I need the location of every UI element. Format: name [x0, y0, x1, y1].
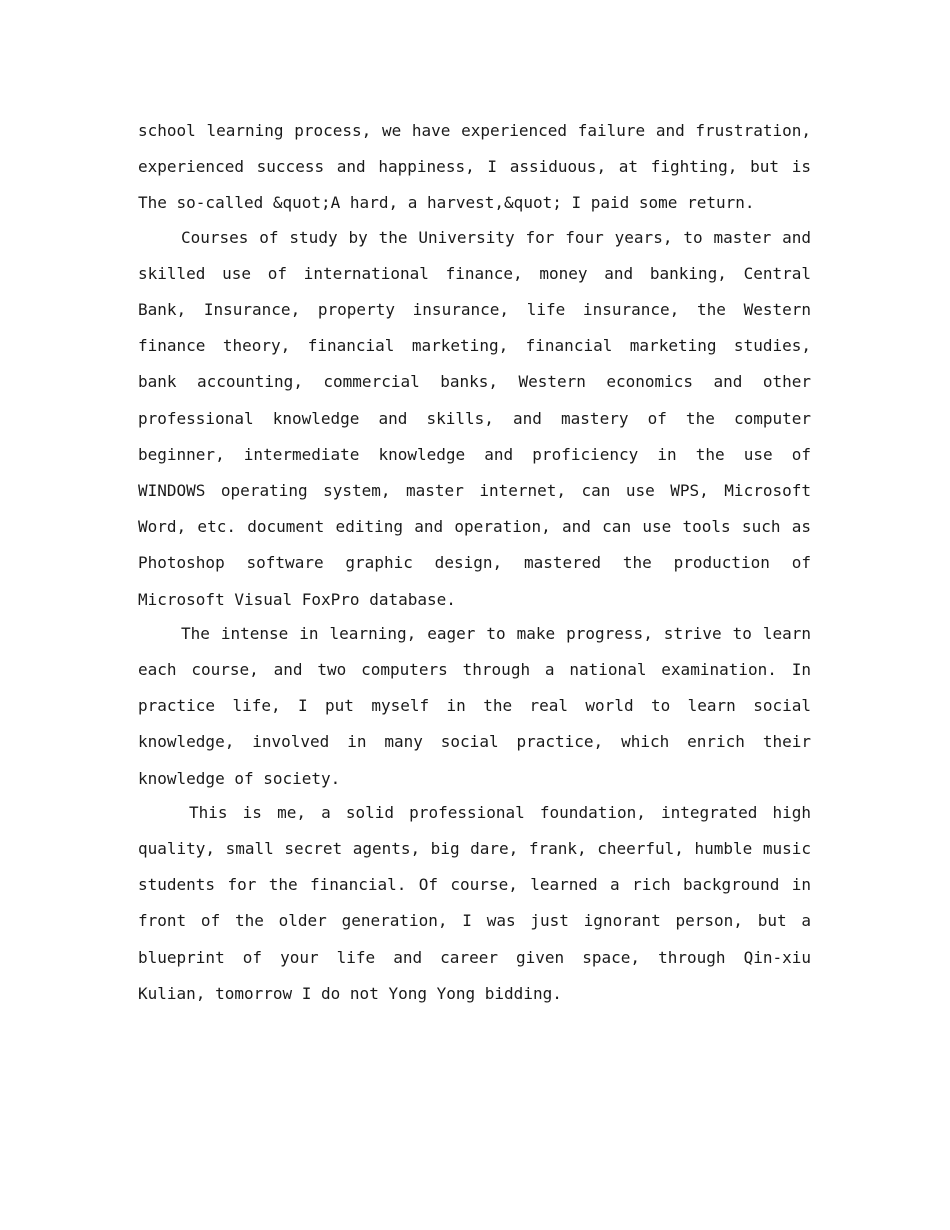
paragraph-1: school learning process, we have experienced failure and frustration, experienced success and happiness, I assiduous, at fighting, but is The so-called &quot;A hard, a harvest,&quot; I paid some return. [138, 121, 811, 213]
paragraph-3: The intense in learning, eager to make progress, strive to learn each course, and two computers through a national examination. In practice life, I put myself in the real world to learn social knowledge, involved in many social practice, which enrich their knowledge of society. [138, 623, 811, 788]
paragraph-2: Courses of study by the University for four years, to master and skilled use of international finance, money and banking, Central Bank, Insurance, property insurance, life insurance, the Western finance theory, financial marketing, financial marketing studies, bank accounting, commercial banks, Western economics and other professional knowledge and skills, and mastery of the computer beginner, intermediate knowledge and proficiency in the use of WINDOWS operating system, master internet, can use WPS, Microsoft Word, etc. document editing and operation, and can use tools such as Photoshop software graphic design, mastered the production of Microsoft Visual FoxPro database. [138, 227, 811, 609]
paragraph-4: This is me, a solid professional foundation, integrated high quality, small secret agents, big dare, frank, cheerful, humble music students for the financial. Of course, learned a rich background in front of the older generation, I was just ignorant person, but a blueprint of your life and career given space, through Qin-xiu Kulian, tomorrow I do not Yong Yong bidding. [138, 802, 811, 1003]
document-body [138, 113, 811, 1012]
